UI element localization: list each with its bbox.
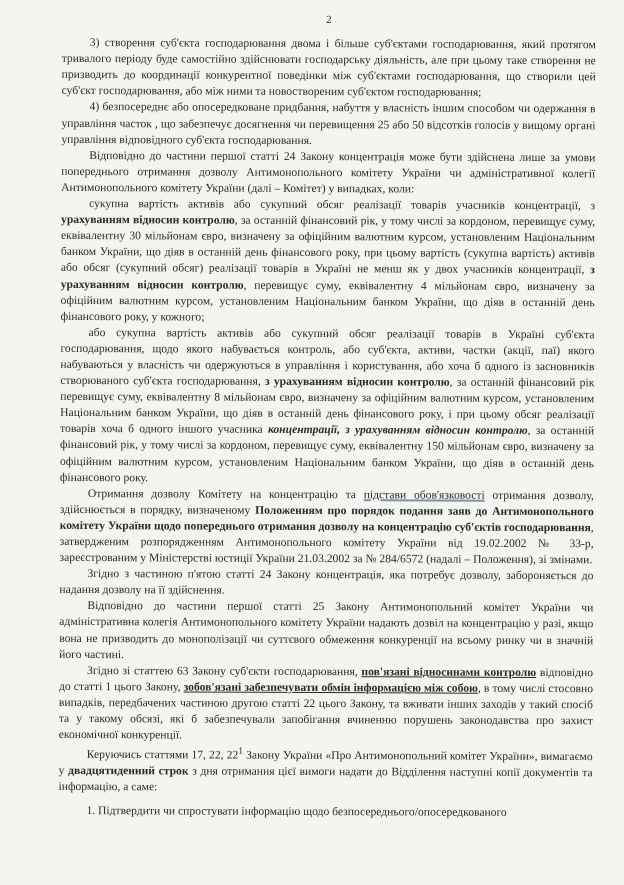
paragraph-list-item-1: 1. Підтвердити чи спростувати інформацію щодо безпосереднього/опосередкованого [86,804,507,820]
paragraph-permit-procedure: Отримання дозволу Комітету на концентрацію та підстави обов'язковості отримання дозволу, здійснюється в порядку, визначеному Положенням про порядок подання заяв до Антимонопольного комітету України щодо попереднього отримання дозволу на концентрацію суб'єктів господарювання, затвердженим розпорядженням Антимонопольного комітету України від 19.02.2002 № 33-р, зареєстрованим у Міністерстві юстиції України 21.03.2002 за № 284/6572 (надалі – Положення), зі змінами. [59,486,594,567]
page-number: 2 [326,14,332,27]
emphasis-control: концентрації, з урахуванням відносин контролю [267,423,528,438]
paragraph-article-63: Згідно зі статтею 63 Закону суб'єкти господарювання, пов'язані відносинами контролю відповідно до статті 1 цього Закону, зобов'язані забезпечувати обмін інформацією між собою, в тому числі стосовно випадків, передбачених частиною другою статті 22 цього Закону, та вживати інших заходів у такий спосіб та у такому обсязі, які б забезпечували запобігання вчиненню порушень законодавства про захист економічної конкуренції. [58,663,594,742]
paragraph-item-4: 4) безпосереднє або опосередковане придбання, набуття у власність іншим способом чи одержання в управління часток , що забезпечує досягнення чи перевищення 25 або 50 відсотків голосів у вищому органі управління відповідного суб'єкта господарювання. [61,100,596,147]
emphasis-control: урахуванням відносин контролю [61,213,235,227]
paragraph-demand: Керуючись статтями 17, 22, $22^1$ Закону України «Про Антимонопольний комітет України», вимагаємо у двадцятиденний строк з дня отримання цієї вимоги надати до Відділення наступні копії документів та інформацію, а саме: [58,745,593,794]
paragraph-article-25: Відповідно до частини першої статті 25 Закону Антимонопольний комітет України чи адміністративна колегія Антимонопольного комітету України надають дозвіл на концентрацію у разі, якщо вона не призводить до монополізації чи суттєвого обмеження конкуренції на всьому ринку чи в значній його частині. [59,599,594,661]
emphasis-control: з урахуванням відносин контролю [60,263,595,292]
highlight-grounds: підстави обов'язковості [363,487,485,502]
regulation-title: Положенням про порядок подання заяв до Антимонопольного комітету України щодо попереднього отримання дозволу на концентрацію суб'єктів господарювання [59,503,594,535]
emphasis-deadline: двадцятиденний строк [68,764,189,778]
emphasis-control-relations: пов'язані відносинами контролю [361,664,537,679]
paragraph-threshold-2: або сукупна вартість активів або сукупний обсяг реалізації товарів в Україні суб'єкта господарювання, щодо якого набувається контроль, або суб'єкта, активи, частки (акції, паї) якого набуваються у власність чи одержуються в управління і користування, або хоча б одного із засновників створюваного суб'єкта господарювання, з урахуванням відносин контролю, за останній фінансовий рік перевищує суму, еквівалентну 8 мільйонам євро, визначену за офіційним валютним курсом, установленим Національним банком України, що діяв в останній день фінансового року, і при цьому обсяг реалізації товарів хоча б одного іншого учасника концентрації, з урахуванням відносин контролю, за останній фінансовий рік, у тому числі за кордоном, перевищує суму, еквівалентну 150 мільйонам євро, визначену за офіційним валютним курсом, установленим Національним банком України, що діяв в останній день фінансового року. [59,325,595,484]
emphasis-control: з урахуванням відносин контролю [264,374,450,389]
paragraph-article-24-part-5: Згідно з частиною п'ятою статті 24 Закону концентрація, яка потребує дозволу, забороняється до надання дозволу на її здійснення. [59,567,594,597]
paragraph-threshold-1: сукупна вартість активів або сукупний обсяг реалізації товарів учасників концентрації, з урахуванням відносин контролю, за останній фінансовий рік, у тому числі за кордоном, перевищує суму, еквівалентну 30 мільйонам євро, визначену за офіційним валютним курсом, установленим Національним банком України, що діяв в останній день фінансового року, при цьому вартість (сукупна вартість) активів або обсяг (сукупний обсяг) реалізації товарів в Україні не менш як у двох учасників концентрації, з урахуванням відносин контролю, перевищує суму, еквівалентну 4 мільйонам євро, визначену за офіційним валютним курсом, установленим Національним банком України, що діяв в останній день фінансового року, у кожного; [60,197,596,324]
paragraph-article-24: Відповідно до частини першої статті 24 Закону концентрація може бути здійснена лише за умови попереднього отримання дозволу Антимонопольного комітету України чи адміністративної колегії Антимонопольного комітету України (далі – Комітет) у випадках, коли: [61,148,596,196]
emphasis-info-exchange: зобов'язані забезпечувати обмін інформацією між собою [183,680,478,695]
paragraph-item-3: 3) створення суб'єкта господарювання двома і більше суб'єктами господарювання, який протягом тривалого періоду буде самостійно здійснювати господарську діяльність, але при цьому таке створення не призводить до координації конкурентної поведінки між суб'єктами господарювання, що створили цей суб'єкт господарювання, або між ними та новоствореним суб'єктом господарювання; [61,36,596,100]
